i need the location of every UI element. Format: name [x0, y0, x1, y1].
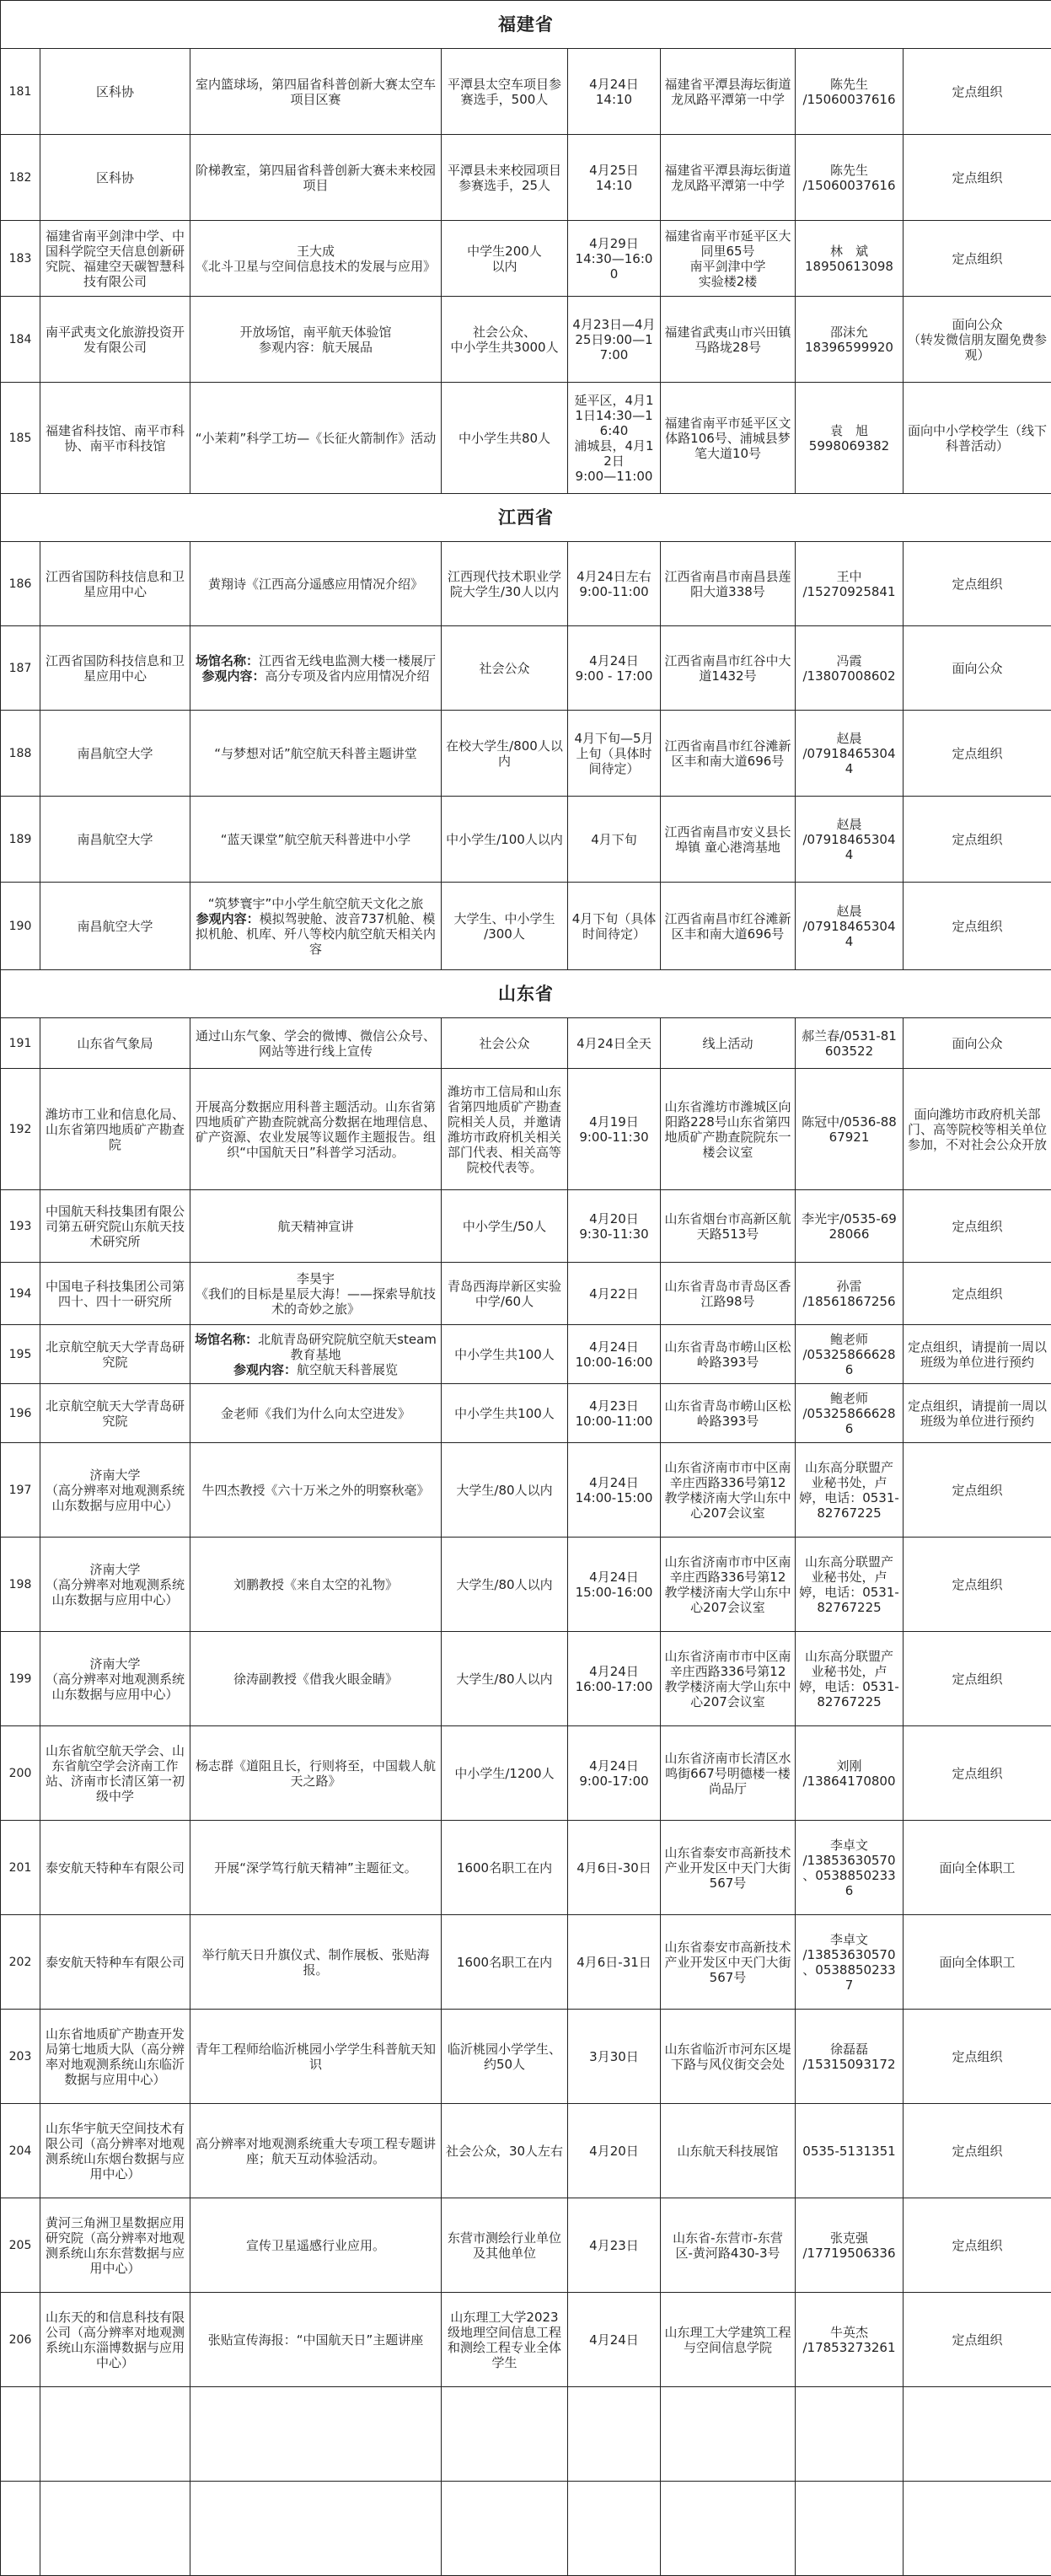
- content-cell: 牛四杰教授《六十万米之外的明察秋毫》: [190, 1443, 442, 1538]
- contact-cell: 赵晨 /079184653044: [796, 797, 904, 883]
- note-cell: 面向中小学校学生（线下科普活动）: [904, 383, 1051, 494]
- row-number: 204: [1, 2104, 40, 2198]
- note-cell: 定点组织: [904, 2010, 1051, 2104]
- row-number: 195: [1, 1325, 40, 1384]
- table-row: [1, 2387, 1051, 2482]
- time-cell: 4月24日 9:00 - 17:00: [568, 626, 661, 711]
- audience-cell: 潍坊市工信局和山东省第四地质矿产勘查院相关人员，并邀请潍坊市政府机关相关部门代表、相关高等院校代表等。: [442, 1069, 568, 1190]
- content-cell: 航天精神宣讲: [190, 1190, 442, 1263]
- organizer-cell: 济南大学 （高分辨率对地观测系统山东数据与应用中心）: [40, 1538, 190, 1632]
- note-cell: 面向公众: [904, 626, 1051, 711]
- table-row: [1, 2198, 1051, 2293]
- table-row: [1, 49, 1051, 135]
- row-number: [1, 2387, 40, 2482]
- content-cell: 开展高分数据应用科普主题活动。山东省第四地质矿产勘查院就高分数据在地理信息、矿产资源、农业发展等议题作主题报告。组织“中国航天日”科普学习活动。: [190, 1069, 442, 1190]
- content-cell: 举行航天日升旗仪式、制作展板、张贴海报。: [190, 1915, 442, 2010]
- table-row: [1, 1726, 1051, 1821]
- audience-cell: 平潭县未来校园项目参赛选手，25人: [442, 135, 568, 221]
- place-cell: 山东省-东营市-东营区-黄河路430-3号: [661, 2198, 796, 2293]
- note-cell: 定点组织: [904, 135, 1051, 221]
- content-cell: 金老师《我们为什么向太空进发》: [190, 1384, 442, 1443]
- row-number: 197: [1, 1443, 40, 1538]
- place-cell: 山东理工大学建筑工程与空间信息学院: [661, 2293, 796, 2387]
- time-cell: 4月下旬—5月上旬（具体时间待定）: [568, 711, 661, 797]
- table-row: [1, 2104, 1051, 2198]
- row-number: 198: [1, 1538, 40, 1632]
- content-cell: 开放场馆，南平航天体验馆 参观内容：航天展品: [190, 297, 442, 383]
- place-cell: 山东省烟台市高新区航天路513号: [661, 1190, 796, 1263]
- content-title: “筑梦寰宇”中小学生航空航天文化之旅: [208, 896, 424, 911]
- time-cell: [568, 2387, 661, 2482]
- contact-cell: 王中 /15270925841: [796, 542, 904, 626]
- time-cell: 4月29日 14:30—16:00: [568, 221, 661, 297]
- place-cell: 山东省潍坊市潍城区向阳路228号山东省第四地质矿产勘查院院东一楼会议室: [661, 1069, 796, 1190]
- row-number: 190: [1, 883, 40, 970]
- table-row: [1, 2010, 1051, 2104]
- organizer-cell: 区科协: [40, 135, 190, 221]
- row-number: [1, 2482, 40, 2576]
- note-cell: 定点组织: [904, 2198, 1051, 2293]
- province-section-row: [1, 970, 1051, 1018]
- contact-cell: 山东高分联盟产业秘书处，卢婷，电话：0531-82767225: [796, 1443, 904, 1538]
- time-cell: 4月19日 9:00-11:30: [568, 1069, 661, 1190]
- note-cell: 定点组织，请提前一周以班级为单位进行预约: [904, 1325, 1051, 1384]
- note-cell: 定点组织: [904, 1538, 1051, 1632]
- note-cell: 定点组织: [904, 711, 1051, 797]
- row-number: 205: [1, 2198, 40, 2293]
- table-row: [1, 1821, 1051, 1915]
- note-cell: 定点组织: [904, 542, 1051, 626]
- table-row: [1, 1325, 1051, 1384]
- table-row: [1, 1443, 1051, 1538]
- place-cell: 福建省南平市延平区大同里65号 南平剑津中学 实验楼2楼: [661, 221, 796, 297]
- organizer-cell: 福建省南平剑津中学、中国科学院空天信息创新研究院、福建空天碳智慧科技有限公司: [40, 221, 190, 297]
- organizer-cell: 济南大学 （高分辨率对地观测系统山东数据与应用中心）: [40, 1443, 190, 1538]
- table-row: [1, 1018, 1051, 1069]
- audience-cell: 社会公众: [442, 1018, 568, 1069]
- time-cell: 4月25日 14:10: [568, 135, 661, 221]
- contact-cell: 孙雷 /18561867256: [796, 1263, 904, 1325]
- time-cell: 4月24日 9:00-17:00: [568, 1726, 661, 1821]
- place-cell: 山东省青岛市崂山区松岭路393号: [661, 1384, 796, 1443]
- content-cell: 张贴宣传海报：“中国航天日”主题讲座: [190, 2293, 442, 2387]
- time-cell: 4月24日左右 9:00-11:00: [568, 542, 661, 626]
- table-row: [1, 1384, 1051, 1443]
- contact-cell: 李卓文 /13853630570 、05388502336: [796, 1821, 904, 1915]
- row-number: 199: [1, 1632, 40, 1726]
- note-cell: 定点组织: [904, 2104, 1051, 2198]
- row-number: 201: [1, 1821, 40, 1915]
- place-cell: 江西省南昌市红谷滩新区丰和南大道696号: [661, 883, 796, 970]
- content-cell: 徐涛副教授《借我火眼金睛》: [190, 1632, 442, 1726]
- place-cell: 山东省青岛市崂山区松岭路393号: [661, 1325, 796, 1384]
- note-cell: 定点组织: [904, 1263, 1051, 1325]
- contact-cell: 郝兰春/0531-81603522: [796, 1018, 904, 1069]
- content-cell: 阶梯教室，第四届省科普创新大赛未来校园项目: [190, 135, 442, 221]
- place-cell: 江西省南昌市安义县长埠镇 童心港湾基地: [661, 797, 796, 883]
- audience-cell: 在校大学生/800人以内: [442, 711, 568, 797]
- time-cell: 4月24日 10:00-16:00: [568, 1325, 661, 1384]
- content-cell: 刘鹏教授《来自太空的礼物》: [190, 1538, 442, 1632]
- venue-name-text: 北航青岛研究院航空航天steam教育基地: [258, 1332, 437, 1362]
- time-cell: 延平区，4月11日14:30—16:40 浦城县，4月12日 9:00—11:00: [568, 383, 661, 494]
- note-cell: [904, 2482, 1051, 2576]
- contact-cell: [796, 2482, 904, 2576]
- audience-cell: 中小学生/100人以内: [442, 797, 568, 883]
- table-row: [1, 1632, 1051, 1726]
- table-row: [1, 711, 1051, 797]
- row-number: 203: [1, 2010, 40, 2104]
- content-cell: 高分辨率对地观测系统重大专项工程专题讲座；航天互动体验活动。: [190, 2104, 442, 2198]
- audience-cell: 中学生200人 以内: [442, 221, 568, 297]
- audience-cell: 社会公众: [442, 626, 568, 711]
- organizer-cell: 泰安航天特种车有限公司: [40, 1915, 190, 2010]
- table-row: [1, 883, 1051, 970]
- content-cell: 李昊宇 《我们的目标是星辰大海！——探索导航技术的奇妙之旅》: [190, 1263, 442, 1325]
- place-cell: 福建省平潭县海坛街道龙凤路平潭第一中学: [661, 135, 796, 221]
- audience-cell: 山东理工大学2023级地理空间信息工程和测绘工程专业全体学生: [442, 2293, 568, 2387]
- place-cell: [661, 2387, 796, 2482]
- place-cell: 福建省南平市延平区文体路106号、浦城县梦笔大道10号: [661, 383, 796, 494]
- organizer-cell: 济南大学 （高分辨率对地观测系统山东数据与应用中心）: [40, 1632, 190, 1726]
- organizer-cell: 南昌航空大学: [40, 797, 190, 883]
- contact-cell: 冯霞 /13807008602: [796, 626, 904, 711]
- time-cell: 4月20日 9:30-11:30: [568, 1190, 661, 1263]
- contact-cell: 牛英杰 /17853273261: [796, 2293, 904, 2387]
- note-cell: 面向公众: [904, 1018, 1051, 1069]
- organizer-cell: 北京航空航天大学青岛研究院: [40, 1384, 190, 1443]
- visit-content-text: 高分专项及省内应用情况介绍: [265, 668, 430, 684]
- place-cell: 江西省南昌市南昌县莲阳大道338号: [661, 542, 796, 626]
- organizer-cell: 泰安航天特种车有限公司: [40, 1821, 190, 1915]
- time-cell: 4月24日 14:00-15:00: [568, 1443, 661, 1538]
- table-row: [1, 626, 1051, 711]
- content-cell: [190, 1325, 442, 1384]
- note-cell: 面向潍坊市政府机关部门、高等院校等相关单位参加，不对社会公众开放: [904, 1069, 1051, 1190]
- note-cell: 定点组织: [904, 797, 1051, 883]
- visit-content-text: 模拟驾驶舱、波音737机舱、模拟机舱、机库、歼八等校内航空航天相关内容: [196, 911, 436, 957]
- row-number: 192: [1, 1069, 40, 1190]
- table-row: [1, 1069, 1051, 1190]
- row-number: 191: [1, 1018, 40, 1069]
- contact-cell: 陈冠中/0536-8867921: [796, 1069, 904, 1190]
- time-cell: 4月6日-30日: [568, 1821, 661, 1915]
- content-cell: [190, 2482, 442, 2576]
- contact-cell: 鲍老师 /053258666286: [796, 1384, 904, 1443]
- province-title: 福建省: [1, 1, 1051, 49]
- audience-cell: 临沂桃园小学学生、约50人: [442, 2010, 568, 2104]
- note-cell: 定点组织: [904, 49, 1051, 135]
- place-cell: 山东省临沂市河东区堤下路与风仪街交会处: [661, 2010, 796, 2104]
- audience-cell: 江西现代技术职业学院大学生/30人以内: [442, 542, 568, 626]
- organizer-cell: 山东省气象局: [40, 1018, 190, 1069]
- organizer-cell: 山东华宇航天空间技术有限公司（高分辨率对地观测系统山东烟台数据与应用中心）: [40, 2104, 190, 2198]
- organizer-cell: [40, 2482, 190, 2576]
- table-row: [1, 1190, 1051, 1263]
- organizer-cell: 中国航天科技集团有限公司第五研究院山东航天技术研究所: [40, 1190, 190, 1263]
- note-cell: 面向公众 （转发微信朋友圈免费参观）: [904, 297, 1051, 383]
- province-section-row: [1, 1, 1051, 49]
- time-cell: 3月30日: [568, 2010, 661, 2104]
- row-number: 183: [1, 221, 40, 297]
- content-cell: [190, 2387, 442, 2482]
- table-row: [1, 221, 1051, 297]
- organizer-cell: 山东省地质矿产勘查开发局第七地质大队（高分辨率对地观测系统山东临沂数据与应用中心）: [40, 2010, 190, 2104]
- table-row: [1, 797, 1051, 883]
- content-cell: 开展“深学笃行航天精神”主题征文。: [190, 1821, 442, 1915]
- place-cell: 山东省济南市市中区南辛庄西路336号第12教学楼济南大学山东中心207会议室: [661, 1632, 796, 1726]
- audience-cell: 中小学生共100人: [442, 1384, 568, 1443]
- row-number: 196: [1, 1384, 40, 1443]
- content-cell: [190, 626, 442, 711]
- table-row: [1, 1263, 1051, 1325]
- audience-cell: 大学生/80人以内: [442, 1443, 568, 1538]
- contact-cell: 徐磊磊 /15315093172: [796, 2010, 904, 2104]
- place-cell: 福建省平潭县海坛街道龙凤路平潭第一中学: [661, 49, 796, 135]
- audience-cell: 青岛西海岸新区实验中学/60人: [442, 1263, 568, 1325]
- contact-cell: 鲍老师 /053258666286: [796, 1325, 904, 1384]
- organizer-cell: 黄河三角洲卫星数据应用研究院（高分辨率对地观测系统山东东营数据与应用中心）: [40, 2198, 190, 2293]
- place-cell: 山东航天科技展馆: [661, 2104, 796, 2198]
- contact-cell: 李光宇/0535-6928066: [796, 1190, 904, 1263]
- contact-cell: 0535-5131351: [796, 2104, 904, 2198]
- organizer-cell: [40, 2387, 190, 2482]
- visit-content-label: 参观内容：: [196, 911, 260, 926]
- table-row: [1, 383, 1051, 494]
- organizer-cell: 南昌航空大学: [40, 711, 190, 797]
- time-cell: 4月下旬: [568, 797, 661, 883]
- content-cell: “蓝天课堂”航空航天科普进中小学: [190, 797, 442, 883]
- audience-cell: 社会公众，30人左右: [442, 2104, 568, 2198]
- note-cell: 定点组织: [904, 1190, 1051, 1263]
- row-number: 182: [1, 135, 40, 221]
- time-cell: 4月6日-31日: [568, 1915, 661, 2010]
- visit-content-text: 航空航天科普展览: [297, 1362, 398, 1377]
- row-number: 194: [1, 1263, 40, 1325]
- contact-cell: 邵沫允 18396599920: [796, 297, 904, 383]
- contact-cell: 刘刚 /13864170800: [796, 1726, 904, 1821]
- row-number: 181: [1, 49, 40, 135]
- table-row: [1, 1538, 1051, 1632]
- content-cell: 室内篮球场，第四届省科普创新大赛太空车项目区赛: [190, 49, 442, 135]
- content-cell: 通过山东气象、学会的微博、微信公众号、网站等进行线上宣传: [190, 1018, 442, 1069]
- time-cell: 4月24日 14:10: [568, 49, 661, 135]
- row-number: 202: [1, 1915, 40, 2010]
- time-cell: 4月24日: [568, 2293, 661, 2387]
- row-number: 193: [1, 1190, 40, 1263]
- contact-cell: 赵晨 /079184653044: [796, 883, 904, 970]
- place-cell: 江西省南昌市红谷滩新区丰和南大道696号: [661, 711, 796, 797]
- audience-cell: 中小学生共100人: [442, 1325, 568, 1384]
- place-cell: 山东省济南市长清区水鸣街667号明德楼一楼尚品厅: [661, 1726, 796, 1821]
- table-row: [1, 2482, 1051, 2576]
- time-cell: 4月24日 15:00-16:00: [568, 1538, 661, 1632]
- time-cell: 4月24日 16:00-17:00: [568, 1632, 661, 1726]
- note-cell: 定点组织: [904, 221, 1051, 297]
- note-cell: 定点组织: [904, 1443, 1051, 1538]
- content-cell: 宣传卫星遥感行业应用。: [190, 2198, 442, 2293]
- audience-cell: 中小学生/1200人: [442, 1726, 568, 1821]
- time-cell: 4月22日: [568, 1263, 661, 1325]
- contact-cell: 袁 旭 5998069382: [796, 383, 904, 494]
- audience-cell: [442, 2482, 568, 2576]
- place-cell: 山东省济南市市中区南辛庄西路336号第12教学楼济南大学山东中心207会议室: [661, 1443, 796, 1538]
- note-cell: 面向全体职工: [904, 1915, 1051, 2010]
- contact-cell: 陈先生 /15060037616: [796, 135, 904, 221]
- audience-cell: 1600名职工在内: [442, 1915, 568, 2010]
- audience-cell: 大学生/80人以内: [442, 1632, 568, 1726]
- organizer-cell: 中国电子科技集团公司第四十、四十一研究所: [40, 1263, 190, 1325]
- contact-cell: 林 斌 18950613098: [796, 221, 904, 297]
- table-row: [1, 542, 1051, 626]
- province-title: 山东省: [1, 970, 1051, 1018]
- place-cell: 山东省济南市市中区南辛庄西路336号第12教学楼济南大学山东中心207会议室: [661, 1538, 796, 1632]
- contact-cell: 赵晨 /079184653044: [796, 711, 904, 797]
- row-number: 189: [1, 797, 40, 883]
- organizer-cell: 潍坊市工业和信息化局、山东省第四地质矿产勘查院: [40, 1069, 190, 1190]
- place-cell: 福建省武夷山市兴田镇马路垅28号: [661, 297, 796, 383]
- venue-name-label: 场馆名称：: [195, 1332, 258, 1347]
- note-cell: 定点组织: [904, 1726, 1051, 1821]
- visit-content-label: 参观内容：: [201, 668, 265, 684]
- row-number: 184: [1, 297, 40, 383]
- audience-cell: 大学生、中小学生 /300人: [442, 883, 568, 970]
- time-cell: 4月24日全天: [568, 1018, 661, 1069]
- row-number: 188: [1, 711, 40, 797]
- time-cell: 4月23日—4月25日9:00—17:00: [568, 297, 661, 383]
- content-cell: “小茉莉”科学工坊—《长征火箭制作》活动: [190, 383, 442, 494]
- note-cell: 定点组织: [904, 2293, 1051, 2387]
- organizer-cell: 江西省国防科技信息和卫星应用中心: [40, 542, 190, 626]
- row-number: 200: [1, 1726, 40, 1821]
- organizer-cell: 北京航空航天大学青岛研究院: [40, 1325, 190, 1384]
- venue-name-text: 江西省无线电监测大楼一楼展厅: [259, 653, 436, 668]
- note-cell: 定点组织: [904, 1632, 1051, 1726]
- audience-cell: 大学生/80人以内: [442, 1538, 568, 1632]
- time-cell: 4月下旬（具体时间待定）: [568, 883, 661, 970]
- venue-name-label: 场馆名称：: [196, 653, 259, 668]
- time-cell: 4月20日: [568, 2104, 661, 2198]
- organizer-cell: 南平武夷文化旅游投资开发有限公司: [40, 297, 190, 383]
- organizer-cell: 山东省航空航天学会、山东省航空学会济南工作站、济南市长清区第一初级中学: [40, 1726, 190, 1821]
- note-cell: 定点组织: [904, 883, 1051, 970]
- audience-cell: 东营市测绘行业单位及其他单位: [442, 2198, 568, 2293]
- place-cell: 山东省泰安市高新技术产业开发区中天门大街567号: [661, 1915, 796, 2010]
- audience-cell: 平潭县太空车项目参赛选手，500人: [442, 49, 568, 135]
- table-row: [1, 135, 1051, 221]
- content-cell: 青年工程师给临沂桃园小学学生科普航天知识: [190, 2010, 442, 2104]
- organizer-cell: 山东天的和信息科技有限公司（高分辨率对地观测系统山东淄博数据与应用中心）: [40, 2293, 190, 2387]
- note-cell: 面向全体职工: [904, 1821, 1051, 1915]
- visit-content-label: 参观内容：: [233, 1362, 297, 1377]
- organizer-cell: 江西省国防科技信息和卫星应用中心: [40, 626, 190, 711]
- row-number: 185: [1, 383, 40, 494]
- content-cell: 杨志群《道阻且长，行则将至，中国载人航天之路》: [190, 1726, 442, 1821]
- content-cell: 黄翔诗《江西高分遥感应用情况介绍》: [190, 542, 442, 626]
- time-cell: 4月23日 10:00-11:00: [568, 1384, 661, 1443]
- contact-cell: [796, 2387, 904, 2482]
- table-row: [1, 1915, 1051, 2010]
- row-number: 186: [1, 542, 40, 626]
- organizer-cell: 区科协: [40, 49, 190, 135]
- row-number: 206: [1, 2293, 40, 2387]
- audience-cell: 社会公众、 中小学生共3000人: [442, 297, 568, 383]
- content-cell: “与梦想对话”航空航天科普主题讲堂: [190, 711, 442, 797]
- contact-cell: 山东高分联盟产业秘书处，卢婷，电话：0531-82767225: [796, 1538, 904, 1632]
- organizer-cell: 南昌航空大学: [40, 883, 190, 970]
- content-cell: [190, 883, 442, 970]
- place-cell: 山东省泰安市高新技术产业开发区中天门大街567号: [661, 1821, 796, 1915]
- organizer-cell: 福建省科技馆、南平市科协、南平市科技馆: [40, 383, 190, 494]
- contact-cell: 张克强 /17719506336: [796, 2198, 904, 2293]
- note-cell: 定点组织，请提前一周以班级为单位进行预约: [904, 1384, 1051, 1443]
- place-cell: 江西省南昌市红谷中大道1432号: [661, 626, 796, 711]
- audience-cell: 1600名职工在内: [442, 1821, 568, 1915]
- time-cell: [568, 2482, 661, 2576]
- audience-cell: 中小学生/50人: [442, 1190, 568, 1263]
- province-section-row: [1, 494, 1051, 542]
- place-cell: [661, 2482, 796, 2576]
- table-row: [1, 297, 1051, 383]
- row-number: 187: [1, 626, 40, 711]
- contact-cell: 山东高分联盟产业秘书处，卢婷，电话：0531-82767225: [796, 1632, 904, 1726]
- contact-cell: 李卓文 /13853630570 、05388502337: [796, 1915, 904, 2010]
- content-cell: 王大成 《北斗卫星与空间信息技术的发展与应用》: [190, 221, 442, 297]
- audience-cell: 中小学生共80人: [442, 383, 568, 494]
- place-cell: 山东省青岛市青岛区香江路98号: [661, 1263, 796, 1325]
- province-title: 江西省: [1, 494, 1051, 542]
- contact-cell: 陈先生 /15060037616: [796, 49, 904, 135]
- audience-cell: [442, 2387, 568, 2482]
- place-cell: 线上活动: [661, 1018, 796, 1069]
- time-cell: 4月23日: [568, 2198, 661, 2293]
- note-cell: [904, 2387, 1051, 2482]
